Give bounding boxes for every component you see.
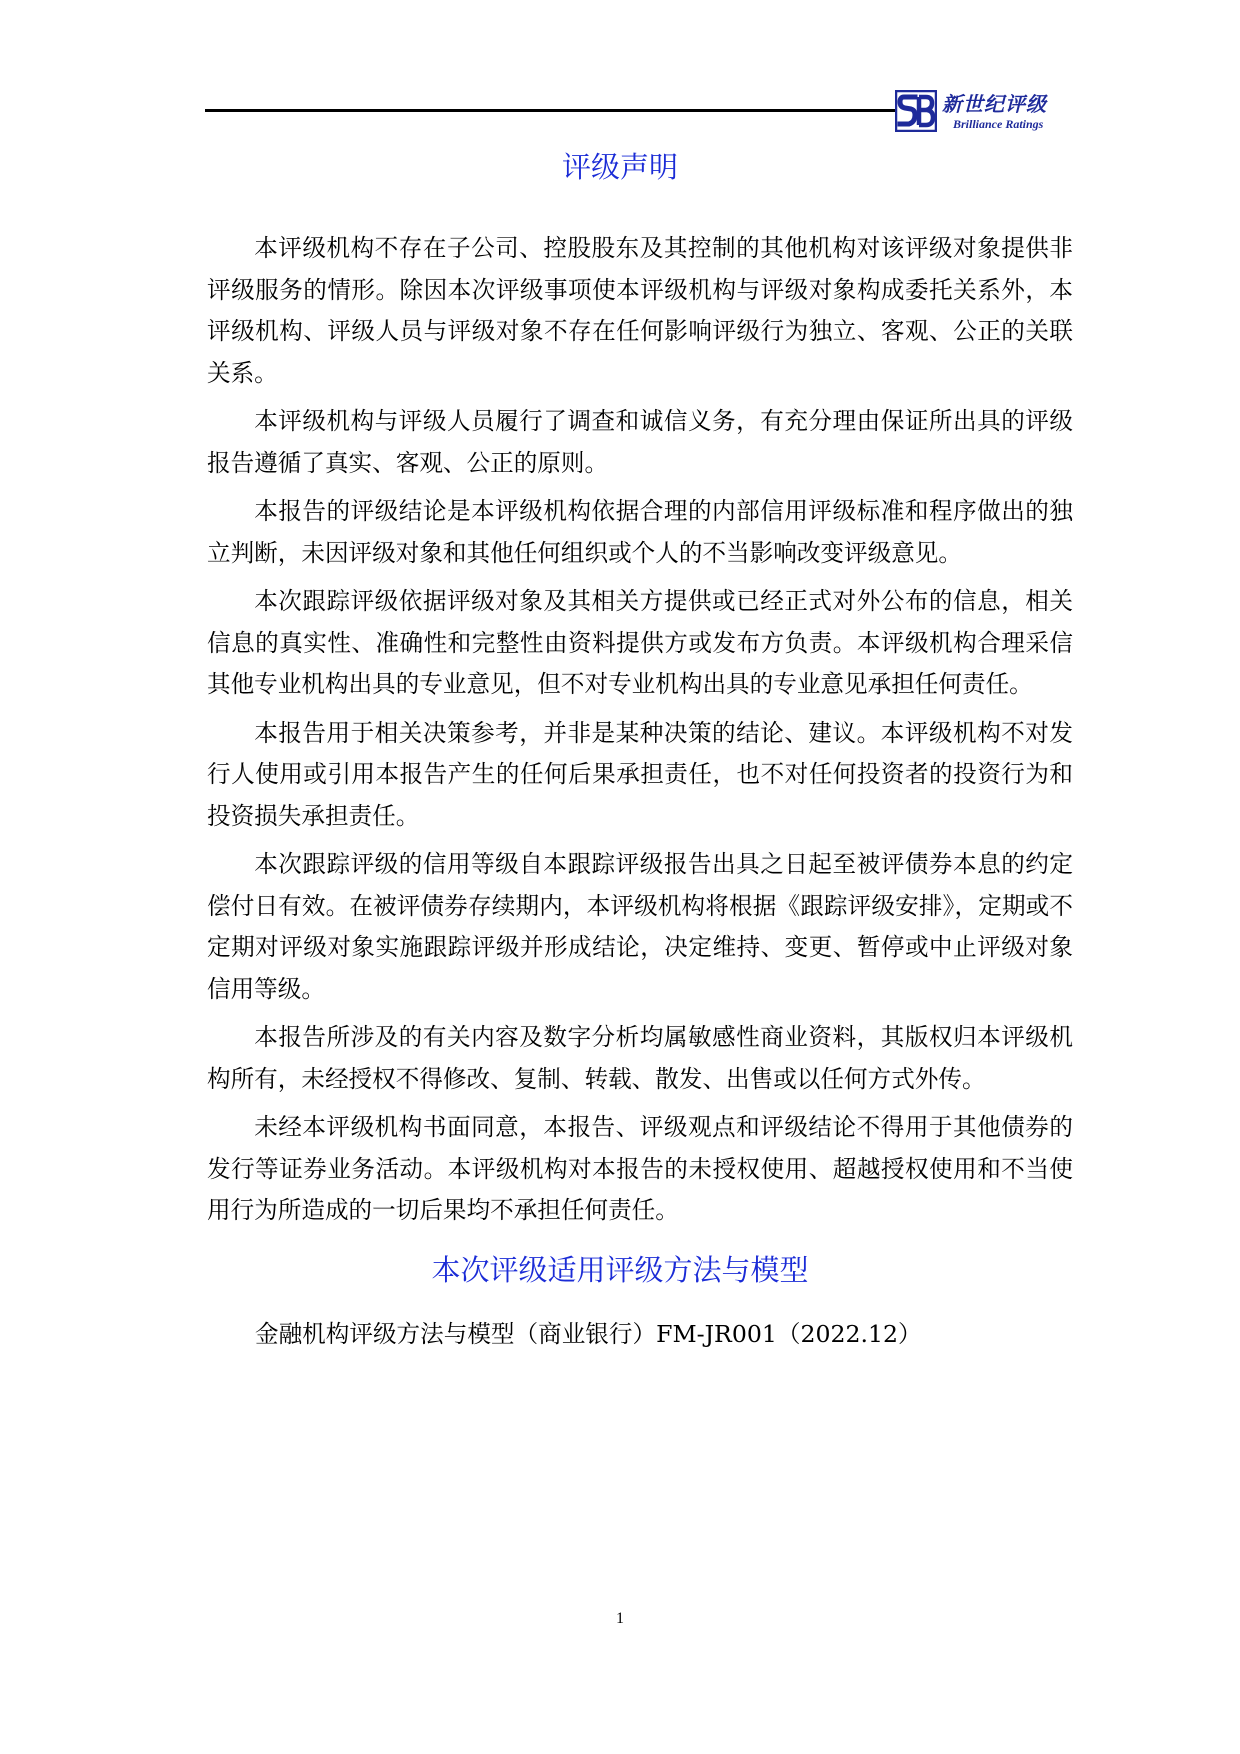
sb-monogram-logo-icon [895,90,937,132]
methodology-text: 金融机构评级方法与模型（商业银行）FM-JR001（2022.12） [255,1320,922,1348]
paragraph: 未经本评级机构书面同意，本报告、评级观点和评级结论不得用于其他债券的发行等证券业务活动。本评级机构对本报告的未授权使用、超越授权使用和不当使用行为所造成的一切后果均不承担任何责任。 [207,1113,1073,1224]
paragraph: 本次跟踪评级依据评级对象及其相关方提供或已经正式对外公布的信息，相关信息的真实性、准确性和完整性由资料提供方或发布方负责。本评级机构合理采信其他专业机构出具的专业意见，但不对专业机构出具的专业意见承担任何责任。 [207,587,1073,698]
paragraph: 本报告用于相关决策参考，并非是某种决策的结论、建议。本评级机构不对发行人使用或引用本报告产生的任何后果承担责任，也不对任何投资者的投资行为和投资损失承担责任。 [207,718,1073,830]
paragraph: 本报告的评级结论是本评级机构依据合理的内部信用评级标准和程序做出的独立判断，未因评级对象和其他任何组织或个人的不当影响改变评级意见。 [207,497,1073,567]
brilliance-ratings-logo [895,88,1070,138]
paragraph: 本次跟踪评级的信用等级自本跟踪评级报告出具之日起至被评债券本息的约定偿付日有效。在被评债券存续期内，本评级机构将根据《跟踪评级安排》，定期或不定期对评级对象实施跟踪评级并形成结论，决定维持、变更、暂停或中止评级对象信用等级。 [207,850,1073,1003]
paragraph: 本报告所涉及的有关内容及数字分析均属敏感性商业资料，其版权归本评级机构所有，未经授权不得修改、复制、转载、散发、出售或以任何方式外传。 [207,1023,1073,1093]
logo-name: 新世纪评级 [942,92,1047,116]
logo-subtitle: Brilliance Ratings [953,117,1044,131]
paragraph: 本评级机构不存在子公司、控股股东及其控制的其他机构对该评级对象提供非评级服务的情形。除因本次评级事项使本评级机构与评级对象构成委托关系外，本评级机构、评级人员与评级对象不存在任何影响评级行为独立、客观、公正的关联关系。 [207,234,1073,387]
page-number: 1 [616,1610,624,1627]
methodology-title: 本次评级适用评级方法与模型 [431,1253,809,1287]
paragraph: 本评级机构与评级人员履行了调查和诚信义务，有充分理由保证所出具的评级报告遵循了真实、客观、公正的原则。 [207,407,1073,477]
rating-statement-title: 评级声明 [561,150,678,184]
statement-body [207,228,1073,1239]
header-rule [205,109,895,112]
